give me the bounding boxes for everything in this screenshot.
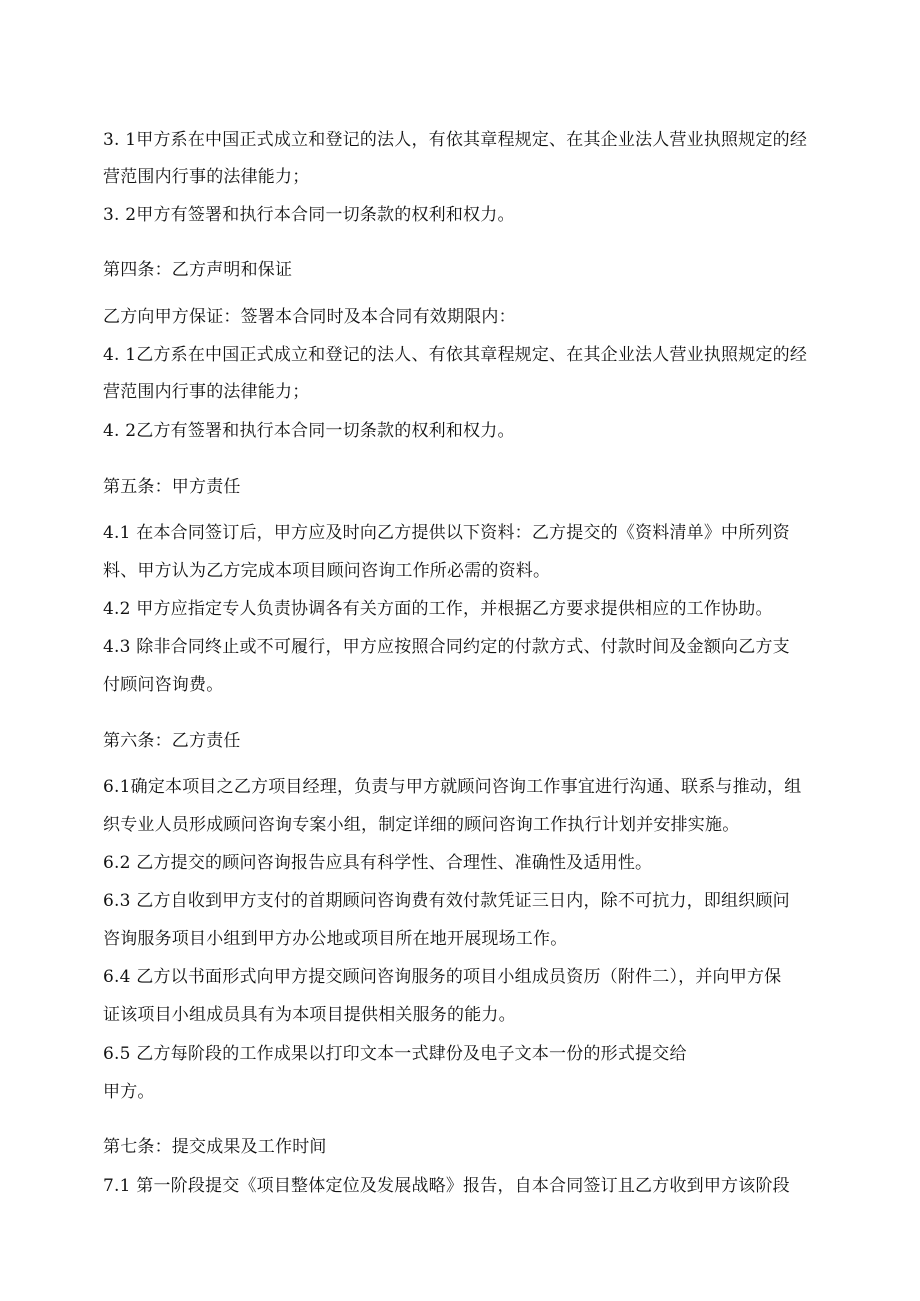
clause-6-5-line-1: 6.5 乙方每阶段的工作成果以打印文本一式肆份及电子文本一份的形式提交给 [103, 1044, 687, 1064]
article-4-intro: 乙方向甲方保证：签署本合同时及本合同有效期限内： [103, 307, 516, 327]
article-7-heading: 第七条：提交成果及工作时间 [103, 1137, 327, 1157]
clause-4-1-line-1: 4. 1乙方系在中国正式成立和登记的法人、有依其章程规定、在其企业法人营业执照规定的经 [103, 345, 808, 365]
clause-7-1-line-1: 7.1 第一阶段提交《项目整体定位及发展战略》报告，自本合同签订且乙方收到甲方该阶段 [103, 1176, 790, 1196]
clause-6-4-line-1: 6.4 乙方以书面形式向甲方提交顾问咨询服务的项目小组成员资历（附件二），并向甲方保 [103, 967, 782, 987]
clause-4-1-line-2: 营范围内行事的法律能力； [103, 382, 310, 402]
clause-6-1-line-1: 6.1确定本项目之乙方项目经理，负责与甲方就顾问咨询工作事宜进行沟通、联系与推动，组 [103, 777, 802, 797]
clause-3-2: 3. 2甲方有签署和执行本合同一切条款的权利和权力。 [103, 205, 515, 225]
clause-5-4-3-line-2: 付顾问咨询费。 [103, 675, 224, 695]
clause-3-1-line-2: 营范围内行事的法律能力； [103, 167, 310, 187]
clause-5-4-1-line-2: 料、甲方认为乙方完成本项目顾问咨询工作所必需的资料。 [103, 561, 551, 581]
clause-5-4-1-line-1: 4.1 在本合同签订后，甲方应及时向乙方提供以下资料：乙方提交的《资料清单》中所列资 [103, 523, 790, 543]
clause-5-4-3-line-1: 4.3 除非合同终止或不可履行，甲方应按照合同约定的付款方式、付款时间及金额向乙方支 [103, 637, 790, 657]
clause-4-2: 4. 2乙方有签署和执行本合同一切条款的权利和权力。 [103, 421, 515, 441]
article-5-heading: 第五条：甲方责任 [103, 477, 241, 497]
clause-6-3-line-2: 咨询服务项目小组到甲方办公地或项目所在地开展现场工作。 [103, 929, 568, 949]
clause-6-4-line-2: 证该项目小组成员具有为本项目提供相关服务的能力。 [103, 1005, 516, 1025]
article-4-heading: 第四条：乙方声明和保证 [103, 260, 293, 280]
clause-6-3-line-1: 6.3 乙方自收到甲方支付的首期顾问咨询费有效付款凭证三日内，除不可抗力，即组织顾问 [103, 891, 790, 911]
clause-5-4-2: 4.2 甲方应指定专人负责协调各有关方面的工作，并根据乙方要求提供相应的工作协助。 [103, 599, 773, 619]
clause-6-5-line-2: 甲方。 [103, 1082, 155, 1102]
clause-6-1-line-2: 织专业人员形成顾问咨询专案小组，制定详细的顾问咨询工作执行计划并安排实施。 [103, 815, 740, 835]
clause-3-1-line-1: 3. 1甲方系在中国正式成立和登记的法人，有依其章程规定、在其企业法人营业执照规定的经 [103, 130, 808, 150]
clause-6-2: 6.2 乙方提交的顾问咨询报告应具有科学性、合理性、准确性及适用性。 [103, 853, 653, 873]
article-6-heading: 第六条：乙方责任 [103, 731, 241, 751]
